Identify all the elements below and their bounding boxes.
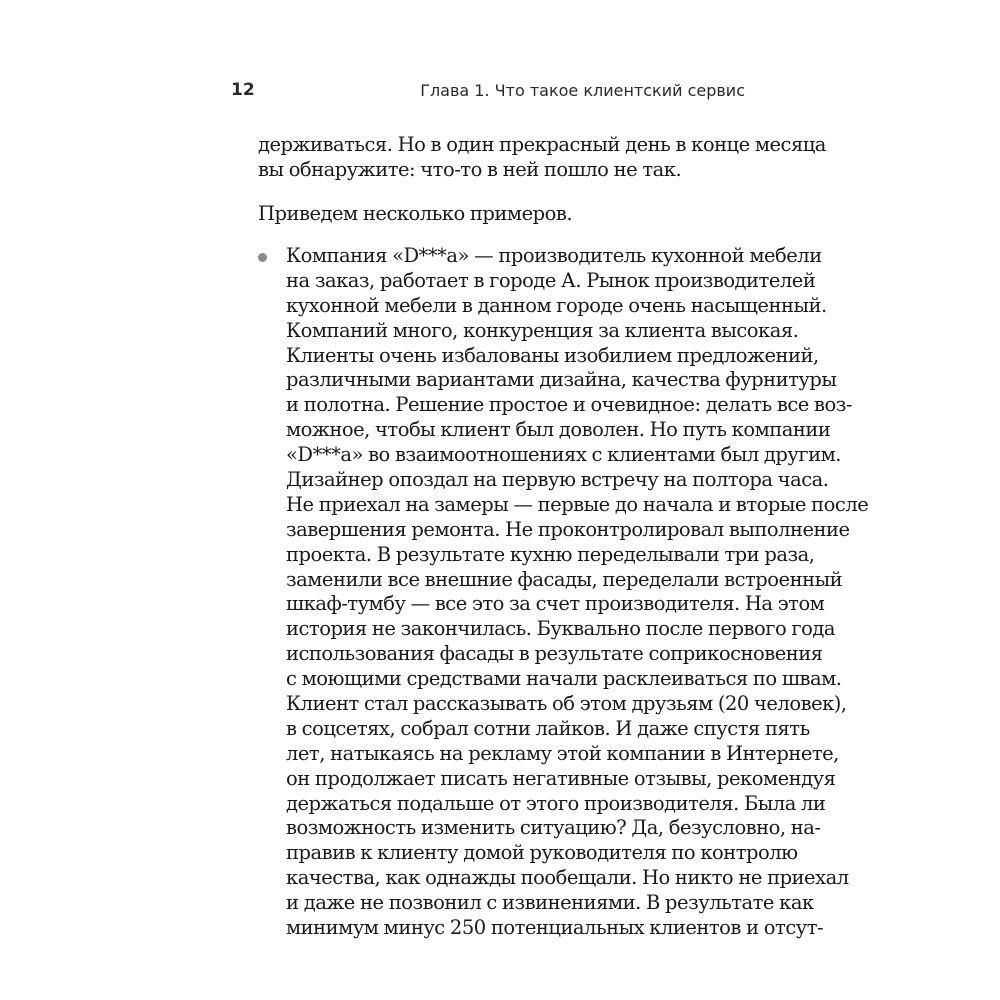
text-line: на заказ, работает в городе А. Рынок производителей (286, 268, 816, 292)
text-line: он продолжает писать негативные отзывы, рекомендуя (286, 766, 836, 790)
text-line: шкаф-тумбу — все это за счет производителя. На этом (286, 592, 825, 616)
text-line: Дизайнер опоздал на первую встречу на полтора часа. (286, 468, 829, 492)
text-line: минимум минус 250 потенциальных клиентов и отсут- (286, 916, 824, 940)
text-line: возможность изменить ситуацию? Да, безусловно, на- (286, 816, 821, 840)
page-number: 12 (231, 80, 255, 100)
chapter-title: Глава 1. Что такое клиентский сервис (420, 81, 745, 100)
text-line: в соцсетях, собрал сотни лайков. И даже спустя пять (286, 716, 810, 740)
text-line: держиваться. Но в один прекрасный день в конце месяца (258, 133, 826, 156)
text-line: кухонной мебели в данном городе очень насыщенный. (286, 293, 827, 317)
examples-intro-paragraph (258, 202, 778, 227)
running-head (0, 78, 1000, 106)
text-line: завершения ремонта. Не проконтролировал выполнение (286, 517, 850, 541)
text-line: Компаний много, конкуренция за клиента высокая. (286, 318, 799, 342)
bullet-icon (258, 253, 267, 262)
text-line: история не закончилась. Буквально после первого года (286, 617, 835, 641)
text-line: проекта. В результате кухню переделывали три раза, (286, 542, 815, 566)
text-line: Клиент стал рассказывать об этом друзьям (20 человек), (286, 692, 847, 716)
text-line: заменили все внешние фасады, переделали встроенный (286, 567, 843, 591)
text-line: Клиенты очень избалованы изобилием предложений, (286, 343, 819, 367)
text-line: Приведем несколько примеров. (258, 202, 573, 225)
text-line: использования фасады в результате соприкосновения (286, 642, 823, 666)
text-line: качества, как однажды пообещали. Но никто не приехал (286, 866, 849, 890)
text-line: различными вариантами дизайна, качества фурнитуры (286, 368, 837, 392)
text-line: правив к клиенту домой руководителя по контролю (286, 841, 798, 865)
text-line: можное, чтобы клиент был доволен. Но путь компании (286, 418, 831, 442)
text-line: Не приехал на замеры — первые до начала и вторые после (286, 492, 869, 516)
text-line: Компания «D***a» — производитель кухонной мебели (286, 244, 822, 267)
text-line: и даже не позвонил с извинениями. В результате как (286, 891, 814, 915)
text-line: лет, натыкаясь на рекламу этой компании в Интернете, (286, 741, 839, 765)
text-line: и полотна. Решение простое и очевидное: делать все воз- (286, 393, 852, 417)
text-line: держаться подальше от этого производителя. Была ли (286, 791, 826, 815)
text-line: вы обнаружите: что-то в ней пошло не так. (258, 157, 682, 181)
text-line: с моющими средствами начали расклеиваться по швам. (286, 667, 842, 691)
bullet-paragraph (286, 244, 869, 941)
intro-paragraph (258, 133, 826, 183)
text-line: «D***a» во взаимоотношениях с клиентами был другим. (286, 443, 841, 467)
